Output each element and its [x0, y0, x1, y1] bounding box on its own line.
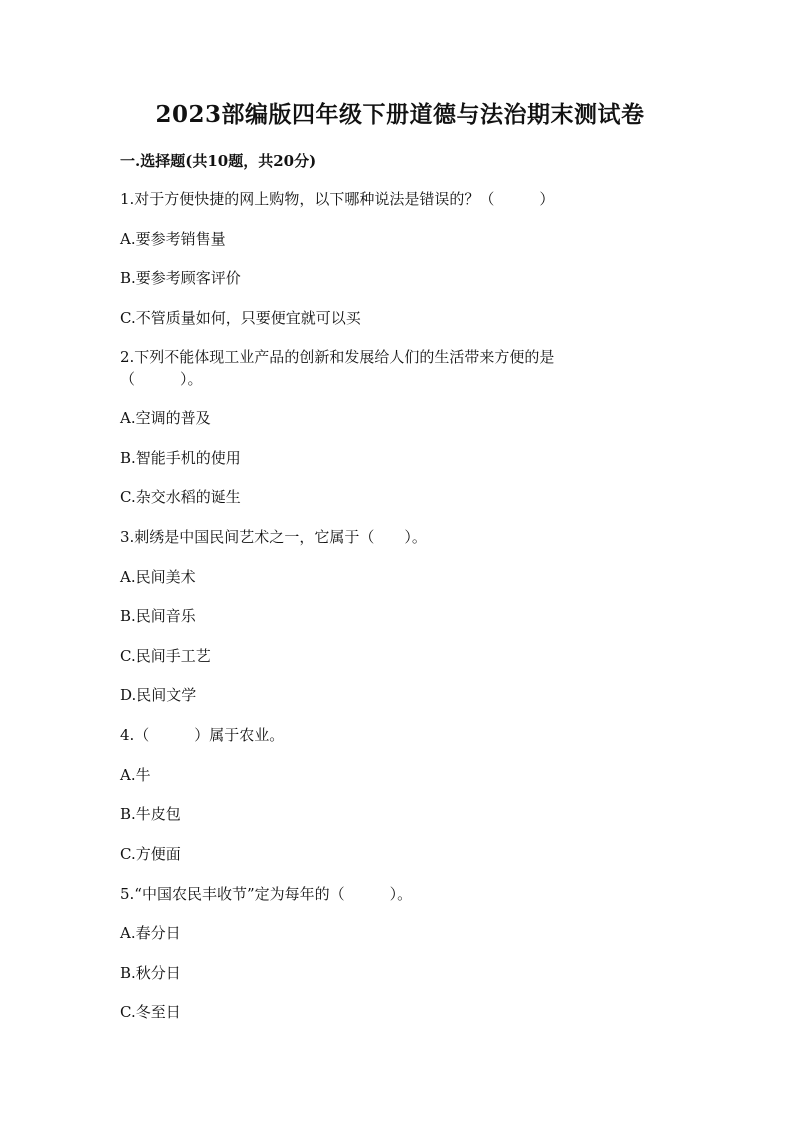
question-3-option-c: C.民间手工艺: [120, 647, 211, 665]
question-3-stem: 3.刺绣是中国民间艺术之一，它属于（ ）。: [120, 528, 427, 546]
question-1-option-a: A.要参考销售量: [120, 230, 226, 248]
question-2-option-c: C.杂交水稻的诞生: [120, 488, 241, 506]
question-1-option-c: C.不管质量如何，只要便宜就可以买: [120, 309, 361, 327]
question-2-option-b: B.智能手机的使用: [120, 449, 241, 467]
question-3-option-a: A.民间美术: [120, 568, 196, 586]
question-1-stem: 1.对于方便快捷的网上购物，以下哪种说法是错误的？（ ）: [120, 190, 555, 208]
question-2-stem-continuation: （ ）。: [120, 370, 203, 388]
page-title: 2023部编版四年级下册道德与法治期末测试卷: [155, 101, 645, 128]
question-1-option-b: B.要参考顾客评价: [120, 269, 241, 287]
question-5-option-c: C.冬至日: [120, 1003, 181, 1021]
question-4-option-c: C.方便面: [120, 845, 181, 863]
question-4-stem: 4.（ ）属于农业。: [120, 726, 285, 744]
section-heading: 一.选择题(共10题，共20分): [120, 152, 317, 170]
question-2-stem: 2.下列不能体现工业产品的创新和发展给人们的生活带来方便的是: [120, 348, 555, 366]
question-5-stem: 5.“中国农民丰收节”定为每年的（ ）。: [120, 885, 413, 903]
question-4-option-a: A.牛: [120, 766, 151, 784]
question-5-option-b: B.秋分日: [120, 964, 181, 982]
question-3-option-b: B.民间音乐: [120, 607, 196, 625]
question-5-option-a: A.春分日: [120, 924, 181, 942]
question-3-option-d: D.民间文学: [120, 686, 197, 704]
question-2-option-a: A.空调的普及: [120, 409, 211, 427]
question-4-option-b: B.牛皮包: [120, 805, 181, 823]
